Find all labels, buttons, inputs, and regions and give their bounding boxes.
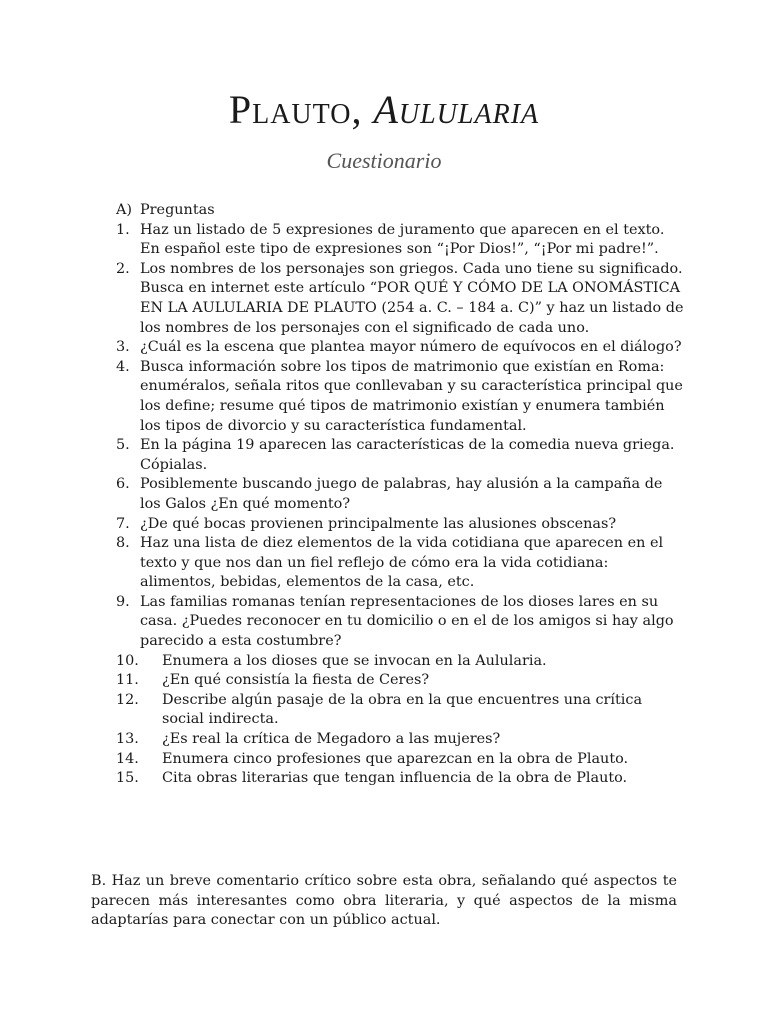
title-author: Plauto, — [228, 87, 363, 132]
question-text: Cita obras literarias que tengan influencia de la obra de Plauto. — [162, 770, 628, 787]
question-number: 9. — [116, 593, 130, 610]
question-number: 3. — [116, 339, 130, 356]
question-number: 8. — [116, 535, 130, 552]
question-item — [86, 221, 686, 260]
question-number: 6. — [116, 476, 130, 493]
question-text: Haz una lista de diez elementos de la vida cotidiana que aparecen en el texto y que nos dan un fiel reflejo de cómo era la vida cotidiana: alimentos, bebidas, elementos de la casa, etc. — [140, 535, 664, 591]
question-text: Enumera cinco profesiones que aparezcan en la obra de Plauto. — [162, 750, 629, 767]
question-item — [86, 338, 686, 358]
question-text: Describe algún pasaje de la obra en la que encuentres una crítica social indirecta. — [162, 691, 643, 728]
question-text: ¿Cuál es la escena que plantea mayor número de equívocos en el diálogo? — [140, 339, 682, 356]
question-number: 14. — [116, 750, 139, 767]
question-number: 5. — [116, 437, 130, 454]
question-item — [86, 769, 686, 789]
question-number: 1. — [116, 221, 130, 238]
question-item — [86, 593, 686, 652]
question-text: Los nombres de los personajes son griegos. Cada uno tiene su significado. Busca en internet este artículo “POR QUÉ Y CÓMO DE LA ONOMÁSTICA EN LA AULULARIA DE PLAUTO (254 a. C. – 184 a. C)” y haz un listado de los nombres de los personajes con el significado de cada uno. — [140, 260, 684, 336]
question-item — [86, 475, 686, 514]
question-item — [86, 515, 686, 535]
question-item — [86, 534, 686, 593]
question-number: 12. — [116, 691, 139, 708]
question-number: 2. — [116, 260, 130, 277]
question-text: En la página 19 aparecen las características de la comedia nueva griega. Cópialas. — [140, 437, 675, 473]
question-text: ¿En qué consistía la fiesta de Ceres? — [162, 672, 430, 689]
question-item — [86, 750, 686, 770]
question-number: 13. — [116, 731, 139, 748]
question-text: Haz un listado de 5 expresiones de juramento que aparecen en el texto. En español este tipo de expresiones son “¡Por Dios!”, “¡Por mi padre!”. — [140, 221, 665, 258]
question-number: 10. — [116, 652, 139, 669]
section-a-label: Preguntas — [140, 202, 215, 218]
question-number: 4. — [116, 358, 130, 375]
question-item — [86, 358, 686, 436]
question-item — [86, 691, 686, 730]
question-text: ¿Es real la crítica de Megadoro a las mujeres? — [162, 731, 501, 748]
question-item — [86, 671, 686, 691]
question-item — [86, 652, 686, 672]
question-text: Busca información sobre los tipos de matrimonio que existían en Roma: enuméralos, señala ritos que conllevaban y su característica principal que los define; resume qué tipos de matrimonio existían y enumera también los tipos de divorcio y su característica fundamental. — [140, 358, 683, 434]
section-a-marker: A) — [116, 202, 133, 218]
question-number: 11. — [116, 672, 139, 689]
question-text: Las familias romanas tenían representaciones de los dioses lares en su casa. ¿Puedes reconocer en tu domicilio o en el de los amigos si hay algo parecido a esta costumbre? — [140, 593, 674, 650]
question-text: ¿De qué bocas provienen principalmente las alusiones obscenas? — [140, 515, 617, 532]
question-list — [86, 221, 686, 789]
page-subtitle: Cuestionario — [326, 148, 442, 173]
question-text: Enumera a los dioses que se invocan en la Aulularia. — [162, 652, 547, 669]
section-b-paragraph: B. Haz un breve comentario crítico sobre esta obra, señalando qué aspectos te parecen más interesantes como obra literaria, y qué aspectos de la misma adaptarías para conectar con un público actual. — [91, 873, 677, 929]
question-text: Posiblemente buscando juego de palabras, hay alusión a la campaña de los Galos ¿En qué momento? — [140, 476, 663, 512]
questionnaire-body — [86, 201, 686, 789]
question-item — [86, 730, 686, 750]
question-number: 7. — [116, 515, 130, 532]
question-item — [86, 260, 686, 338]
question-number: 15. — [116, 770, 139, 787]
title-work: Aulularia — [373, 87, 540, 132]
page-title — [0, 86, 768, 133]
section-a-heading — [86, 201, 686, 221]
question-item — [86, 436, 686, 475]
